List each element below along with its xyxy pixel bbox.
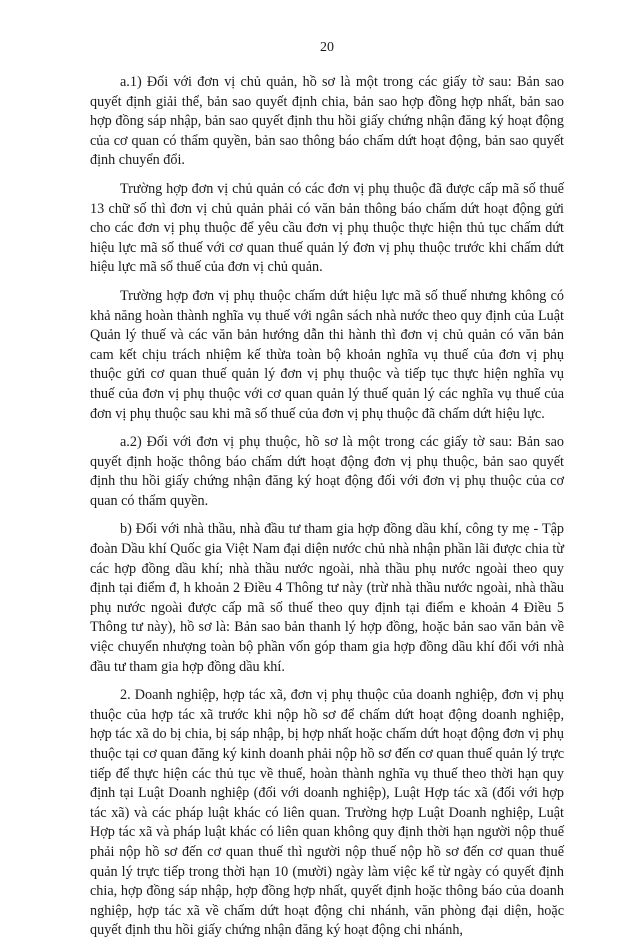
paragraph-2: 2. Doanh nghiệp, hợp tác xã, đơn vị phụ thuộc của doanh nghiệp, đơn vị phụ thuộc của hợp tác xã trước khi nộp hồ sơ để chấm dứt hoạt động doanh nghiệp, hợp tác xã do bị chia, bị sáp nhập, bị hợp nhất hoặc chấm dứt hoạt động đơn vị phụ thuộc tại cơ quan đăng ký kinh doanh phải nộp hồ sơ đến cơ quan thuế quản lý trực tiếp để thực hiện các thủ tục về thuế, hoàn thành nghĩa vụ thuế theo thời hạn quy định tại Luật Doanh nghiệp (đối với doanh nghiệp), Luật Hợp tác xã (đối với hợp tác xã) và các pháp luật khác có liên quan. Trường hợp Luật Doanh nghiệp, Luật Hợp tác xã và pháp luật khác có liên quan không quy định thời hạn người nộp thuế phải nộp hồ sơ đến cơ quan thuế thì người nộp thuế nộp hồ sơ đến cơ quan thuế quản lý trực tiếp trong thời hạn 10 (mười) ngày làm việc kể từ ngày có quyết định chia, hợp đồng sáp nhập, hợp đồng hợp nhất, quyết định hoặc thông báo của doanh nghiệp, hợp tác xã về chấm dứt hoạt động chi nhánh, văn phòng đại diện, hoặc quyết định thu hồi giấy chứng nhận đăng ký hoạt động chi nhánh, <box>90 687 564 939</box>
paragraph-tax-obligation: Trường hợp đơn vị phụ thuộc chấm dứt hiệu lực mã số thuế nhưng không có khả năng hoàn thành nghĩa vụ thuế với ngân sách nhà nước theo quy định của Luật Quản lý thuế và các văn bản hướng dẫn thi hành thì đơn vị chủ quản có văn bản cam kết chịu trách nhiệm kế thừa toàn bộ khoản nghĩa vụ thuế của đơn vị phụ thuộc gửi cơ quan thuế quản lý đơn vị phụ thuộc và tiếp tục thực hiện nghĩa vụ thuế của đơn vị phụ thuộc với cơ quan quản lý thuế quản lý các nghĩa vụ thuế của đơn vị phụ thuộc sau khi mã số thuế của đơn vị phụ thuộc đã chấm dứt hiệu lực. <box>90 287 564 422</box>
page-number: 20 <box>320 40 334 55</box>
paragraph-a2: a.2) Đối với đơn vị phụ thuộc, hồ sơ là một trong các giấy tờ sau: Bản sao quyết định hoặc thông báo chấm dứt hoạt động đơn vị phụ thuộc, bản sao quyết định thu hồi giấy chứng nhận đăng ký hoạt động đối với đơn vị phụ thuộc của cơ quan có thẩm quyền. <box>90 434 564 509</box>
paragraph-b: b) Đối với nhà thầu, nhà đầu tư tham gia hợp đồng dầu khí, công ty mẹ - Tập đoàn Dầu khí Quốc gia Việt Nam đại diện nước chủ nhà nhận phần lãi được chia từ các hợp đồng dầu khí; nhà thầu nước ngoài, nhà thầu phụ nước ngoài theo quy định tại điểm đ, h khoản 2 Điều 4 Thông tư này (trừ nhà thầu nước ngoài, nhà thầu phụ nước ngoài được cấp mã số thuế theo quy định tại điểm e khoản 4 Điều 5 Thông tư này), hồ sơ là: Bản sao bản thanh lý hợp đồng, hoặc bản sao văn bản về việc chuyển nhượng toàn bộ phần vốn góp tham gia hợp đồng dầu khí đối với nhà đầu tư tham gia hợp đồng dầu khí. <box>90 521 564 675</box>
paragraph-dependent-units: Trường hợp đơn vị chủ quản có các đơn vị phụ thuộc đã được cấp mã số thuế 13 chữ số thì đơn vị chủ quản phải có văn bản thông báo chấm dứt hoạt động gửi cho các đơn vị phụ thuộc để yêu cầu đơn vị phụ thuộc thực hiện thủ tục chấm dứt hiệu lực mã số thuế với cơ quan thuế quản lý đơn vị phụ thuộc trước khi chấm dứt hiệu lực mã số thuế của đơn vị chủ quản. <box>90 180 564 276</box>
paragraph-a1: a.1) Đối với đơn vị chủ quản, hồ sơ là một trong các giấy tờ sau: Bản sao quyết định giải thể, bản sao quyết định chia, bản sao hợp đồng hợp nhất, bản sao hợp đồng sáp nhập, bản sao quyết định thu hồi giấy chứng nhận đăng ký hoạt động của cơ quan có thẩm quyền, bản sao thông báo chấm dứt hoạt động, bản sao quyết định chuyển đổi. <box>90 74 564 169</box>
